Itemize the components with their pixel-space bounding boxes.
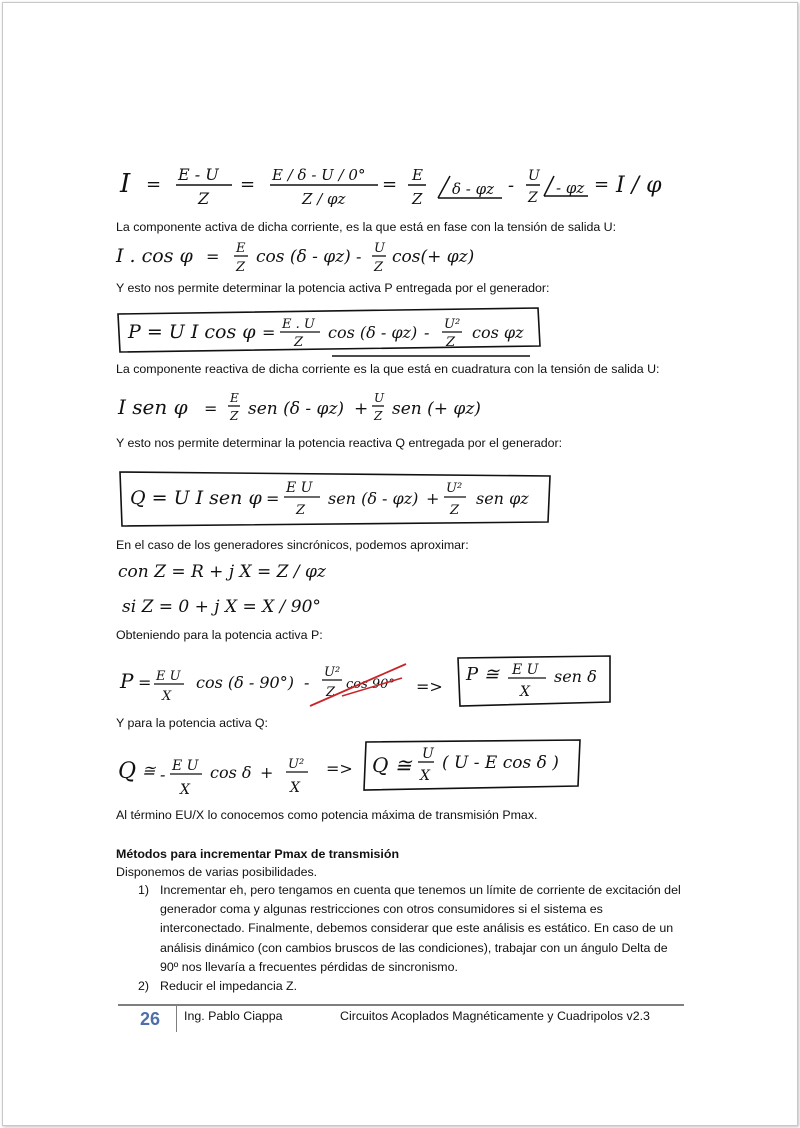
- formula-current: [110, 158, 690, 218]
- f1-frac4-num: U: [528, 168, 540, 184]
- f4-plus: +: [354, 399, 369, 419]
- f7-text: si Z = 0 + j X = X / 90°: [122, 597, 321, 617]
- f3-num1: E . U: [282, 317, 315, 332]
- paragraph-active-component: La componente activa de dicha corriente, es la que está en fase con la tensión de salida U:: [116, 220, 617, 234]
- f2-lhs: I . cos φ: [116, 245, 193, 267]
- f8-den2: Z: [326, 685, 336, 700]
- f4-num2: U: [374, 391, 385, 405]
- f9-den1: X: [180, 782, 190, 798]
- f1-frac3-den: Z: [412, 190, 423, 208]
- f4-term1: sen (δ - φz): [248, 399, 345, 419]
- f8-lhs: P: [120, 669, 134, 693]
- f9-plus: +: [260, 763, 274, 782]
- f1-angle4: - φz: [556, 179, 585, 197]
- list-item-number: 1): [138, 883, 150, 897]
- f1-lhs: I: [120, 169, 131, 199]
- f4-num1: E: [230, 391, 239, 405]
- f1-eq4: =: [594, 174, 610, 195]
- paragraph-pmax: Al término EU/X lo conocemos como potencia máxima de transmisión Pmax.: [116, 808, 538, 822]
- paragraph-possibilities: Disponemos de varias posibilidades.: [116, 865, 318, 879]
- f5-lhs: Q = U I sen φ: [130, 487, 262, 509]
- f2-den2: Z: [374, 260, 384, 275]
- f3-lhs: P = U I cos φ: [128, 321, 256, 343]
- f5-term1: sen (δ - φz): [328, 489, 419, 508]
- f9-den2: X: [290, 780, 300, 796]
- paragraph-synchronous-generators: En el caso de los generadores sincrónicos, podemos aproximar:: [116, 538, 469, 552]
- f8-den1: X: [162, 689, 172, 704]
- f9-num2: U²: [288, 757, 305, 772]
- f1-frac4-den: Z: [528, 190, 538, 206]
- f3-den1: Z: [294, 335, 304, 350]
- f2-term2: cos(+ φz): [392, 247, 475, 267]
- f8-term2: cos 90°: [346, 677, 395, 692]
- f4-eq: =: [204, 399, 218, 418]
- paragraph-reactive-power: Y esto nos permite determinar la potencia reactiva Q entregada por el generador:: [116, 436, 563, 450]
- f9-arrow: =>: [326, 759, 353, 778]
- paragraph-reactive-component: La componente reactiva de dicha corriente es la que está en cuadratura con la tensión de salida U:: [116, 362, 660, 376]
- f4-den2: Z: [374, 409, 383, 423]
- f1-frac2-den: Z / φz: [302, 190, 346, 208]
- f5-plus: +: [426, 489, 440, 508]
- f9-lhs: Q: [118, 759, 137, 784]
- list-item-text: Incrementar eh, pero tengamos en cuenta que tenemos un límite de corriente de excitación del generador coma y algunas restricciones con otros consumidores si el sistema es interconectado. Finalmente, debemos considerar que este análisis es estático. En caso de un análisis dinámico (con cambios bruscos de las condiciones), trabajar con un ángulo Delta de 90º nos llevaría a frecuentes pérdidas de sincronismo.: [160, 883, 681, 974]
- f4-den1: Z: [230, 409, 239, 423]
- f2-term1: cos (δ - φz): [256, 247, 351, 267]
- formula-reactive-power-approx: [110, 734, 590, 806]
- f1-frac1-num: E - U: [178, 165, 219, 184]
- f1-rhs: I / φ: [616, 173, 662, 198]
- paragraph-obtaining-active: Obteniendo para la potencia activa P:: [116, 628, 323, 642]
- f8-num2: U²: [324, 665, 341, 680]
- f1-frac3-num: E: [412, 166, 423, 184]
- f2-minus: -: [356, 247, 362, 266]
- f3-den2: Z: [446, 335, 456, 350]
- formula-impedance-reactive: [110, 590, 370, 622]
- page-number: 26: [140, 1009, 161, 1029]
- f9-approx: ≅: [142, 761, 156, 780]
- f6-text: con Z = R + j X = Z / φz: [118, 562, 326, 582]
- f8-minus: -: [304, 673, 310, 692]
- f9-num1: E U: [172, 758, 199, 774]
- f1-minus: -: [508, 175, 515, 196]
- f1-eq3: =: [382, 174, 398, 195]
- f9-box-den: X: [420, 768, 430, 784]
- f8-arrow: =>: [416, 677, 443, 696]
- f2-num2: U: [374, 241, 385, 256]
- formula-reactive-power-box: [110, 462, 560, 532]
- f9-term1: cos δ: [210, 763, 252, 782]
- f3-term2: cos φz: [472, 323, 524, 342]
- f5-num2: U²: [446, 481, 463, 496]
- f9-box-term: ( U - E cos δ ): [442, 753, 559, 773]
- f2-eq: =: [206, 247, 220, 266]
- f1-eq2: =: [240, 174, 256, 195]
- f2-num1: E: [236, 241, 246, 256]
- f3-eq: =: [262, 323, 276, 342]
- f5-term2: sen φz: [476, 489, 529, 508]
- f9-minus: -: [160, 765, 166, 784]
- section-heading: Métodos para incrementar Pmax de transmisión: [116, 847, 400, 861]
- f8-box-den: X: [520, 684, 530, 700]
- f5-eq: =: [266, 489, 280, 508]
- f1-frac2-num: E / δ - U / 0°: [272, 166, 366, 184]
- footer-title: Circuitos Acoplados Magnéticamente y Cuadripolos v2.3: [340, 1009, 650, 1023]
- f8-box-term: sen δ: [554, 667, 597, 686]
- f5-den1: Z: [296, 503, 306, 518]
- formula-active-power-box: [110, 300, 550, 362]
- formula-impedance: [110, 555, 370, 585]
- formula-active-power-approx: [110, 650, 620, 712]
- f1-angle3: δ - φz: [452, 180, 495, 198]
- formula-active-current: [110, 236, 530, 276]
- f8-term1: cos (δ - 90°): [196, 673, 294, 692]
- f4-lhs: I sen φ: [118, 395, 188, 419]
- footer-author: Ing. Pablo Ciappa: [184, 1009, 283, 1023]
- paragraph-active-power: Y esto nos permite determinar la potencia activa P entregada por el generador:: [116, 281, 550, 295]
- list-item: [116, 881, 686, 977]
- f9-box-lhs: Q ≅: [372, 753, 412, 777]
- f8-box-lhs: P ≅: [466, 664, 499, 685]
- footer-separator: [176, 1006, 177, 1032]
- paragraph-obtaining-reactive: Y para la potencia activa Q:: [116, 716, 268, 730]
- f8-box-num: E U: [512, 662, 539, 678]
- f4-term2: sen (+ φz): [392, 399, 481, 419]
- f8-eq: =: [138, 673, 152, 692]
- f5-den2: Z: [450, 503, 460, 518]
- formula-reactive-current: [110, 386, 530, 430]
- list-item-text: Reducir el impedancia Z.: [160, 979, 298, 994]
- f2-den1: Z: [236, 260, 246, 275]
- list-item: [116, 977, 686, 996]
- footer-rule: [118, 1004, 684, 1006]
- f9-box-num: U: [422, 746, 434, 762]
- methods-list: [116, 881, 686, 996]
- f3-term1: cos (δ - φz): [328, 323, 418, 342]
- f3-minus: -: [424, 323, 430, 342]
- f1-eq1: =: [146, 174, 162, 195]
- f8-num1: E U: [156, 669, 181, 684]
- f5-num1: E U: [286, 480, 313, 496]
- f1-frac1-den: Z: [198, 189, 210, 208]
- list-item-number: 2): [138, 979, 150, 994]
- f3-num2: U²: [444, 317, 461, 332]
